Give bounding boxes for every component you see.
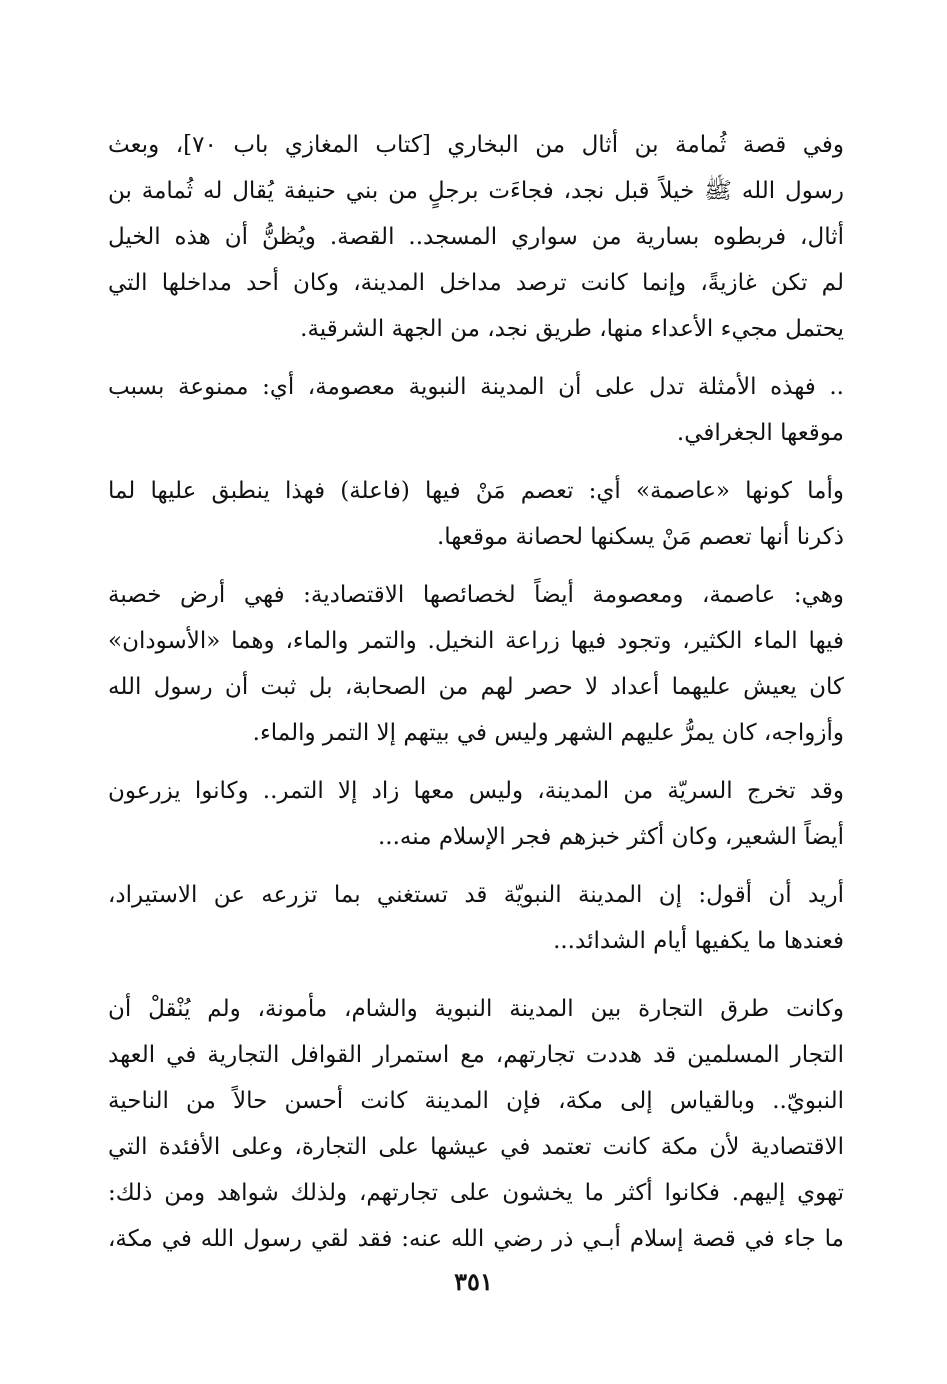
paragraph-5 (108, 768, 844, 860)
text-line: أثال، فربطوه بسارية من سواري المسجد.. القصة. ويُظنُّ أن هذه الخيل (108, 224, 844, 250)
text-line: وهي: عاصمة، ومعصومة أيضاً لخصائصها الاقتصادية: فهي أرض خصبة (108, 582, 844, 608)
text-line: لم تكن غازيةً، وإنما كانت ترصد مداخل المدينة، وكان أحد مداخلها التي (108, 270, 844, 296)
text-line: كان يعيش عليهما أعداد لا حصر لهم من الصحابة، بل ثبت أن رسول الله (108, 674, 844, 700)
text-line: رسول الله ﷺ خيلاً قبل نجد، فجاءَت برجلٍ من بني حنيفة يُقال له ثُمامة بن (108, 178, 844, 204)
text-line: أيضاً الشعير، وكان أكثر خبزهم فجر الإسلام منه... (378, 824, 844, 850)
text-line: يحتمل مجيء الأعداء منها، طريق نجد، من الجهة الشرقية. (300, 316, 844, 342)
text-line: .. فهذه الأمثلة تدل على أن المدينة النبوية معصومة، أي: ممنوعة بسبب (108, 374, 844, 400)
text-line: ذكرنا أنها تعصم مَنْ يسكنها لحصانة موقعها. (436, 524, 844, 550)
text-line: وكانت طرق التجارة بين المدينة النبوية والشام، مأمونة، ولم يُنْقلْ أن (108, 996, 844, 1022)
paragraph-1 (108, 122, 844, 352)
text-line: الاقتصادية لأن مكة كانت تعتمد في عيشها على التجارة، وعلى الأفئدة التي (108, 1134, 844, 1160)
text-line: وفي قصة ثُمامة بن أثال من البخاري [كتاب المغازي باب ٧٠]، وبعث (108, 132, 844, 158)
text-line: التجار المسلمين قد هددت تجارتهم، مع استمرار القوافل التجارية في العهد (108, 1042, 844, 1068)
text-line: فعندها ما يكفيها أيام الشدائد... (553, 928, 844, 954)
page-body (108, 122, 844, 1262)
paragraph-3 (108, 468, 844, 560)
text-line: أريد أن أقول: إن المدينة النبويّة قد تستغني بما تزرعه عن الاستيراد، (108, 882, 844, 908)
text-line: وأما كونها «عاصمة» أي: تعصم مَنْ فيها (فاعلة) فهذا ينطبق عليها لما (108, 478, 844, 504)
page-number: ٣٥١ (454, 1267, 493, 1296)
text-line: تهوي إليهم. فكانوا أكثر ما يخشون على تجارتهم، ولذلك شواهد ومن ذلك: (108, 1180, 844, 1206)
paragraph-6 (108, 872, 844, 964)
paragraph-7 (108, 986, 844, 1262)
text-line: النبويّ.. وبالقياس إلى مكة، فإن المدينة كانت أحسن حالاً من الناحية (108, 1088, 844, 1114)
text-line: ما جاء في قصة إسلام أبـي ذر رضي الله عنه: فقد لقي رسول الله في مكة، (108, 1226, 844, 1252)
text-line: موقعها الجغرافي. (676, 420, 844, 446)
paragraph-4 (108, 572, 844, 756)
paragraph-2 (108, 364, 844, 456)
text-line: وأزواجه، كان يمرُّ عليهم الشهر وليس في بيتهم إلا التمر والماء. (252, 720, 844, 746)
text-line: فيها الماء الكثير، وتجود فيها زراعة النخيل. والتمر والماء، وهما «الأسودان» (108, 628, 844, 654)
text-line: وقد تخرج السريّة من المدينة، وليس معها زاد إلا التمر.. وكانوا يزرعون (108, 778, 844, 804)
